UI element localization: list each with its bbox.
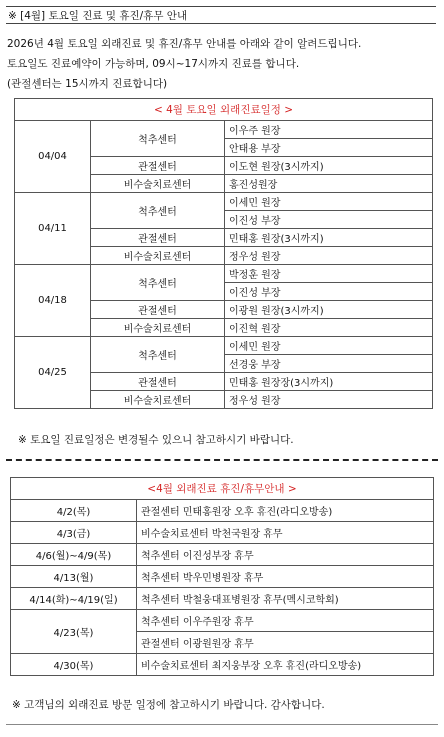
week-date: 04/18	[15, 265, 91, 337]
doctor-name: 이세민 원장	[225, 193, 433, 211]
center-name: 비수술치료센터	[91, 391, 225, 409]
doctor-name: 이광원 원장(3시까지)	[225, 301, 433, 319]
schedule-row	[15, 193, 433, 211]
closure-detail: 관절센터 이광원원장 휴무	[137, 632, 434, 654]
closure-detail: 관절센터 민태홍원장 오후 휴진(라디오방송)	[137, 500, 434, 522]
doctor-name: 이진성 부장	[225, 283, 433, 301]
doctor-name: 선경웅 부장	[225, 355, 433, 373]
closure-row	[11, 588, 434, 610]
closure-date: 4/23(목)	[11, 610, 137, 654]
closure-row	[11, 500, 434, 522]
closure-date: 4/30(목)	[11, 654, 137, 676]
schedule-row	[15, 337, 433, 355]
doctor-name: 이진성 부장	[225, 211, 433, 229]
closure-date: 4/6(월)~4/9(목)	[11, 544, 137, 566]
doctor-name: 홍진성원장	[225, 175, 433, 193]
closure-row	[11, 654, 434, 676]
center-name: 척추센터	[91, 337, 225, 373]
closure-date: 4/13(월)	[11, 566, 137, 588]
week-date: 04/11	[15, 193, 91, 265]
center-name: 척추센터	[91, 193, 225, 229]
doctor-name: 정우성 원장	[225, 247, 433, 265]
closure-row	[11, 610, 434, 632]
doctor-name: 민태홍 원장장(3시까지)	[225, 373, 433, 391]
closure-table	[10, 477, 434, 676]
closure-detail: 비수술치료센터 최지웅부장 오후 휴진(라디오방송)	[137, 654, 434, 676]
section-divider	[6, 459, 438, 461]
closure-date: 4/3(금)	[11, 522, 137, 544]
closure-detail: 비수술치료센터 박천국원장 휴무	[137, 522, 434, 544]
center-name: 척추센터	[91, 265, 225, 301]
intro-line-1: 2026년 4월 토요일 외래진료 및 휴진/휴무 안내를 아래와 같이 알려드립니다.	[7, 38, 362, 50]
closure-detail: 척추센터 이우주원장 휴무	[137, 610, 434, 632]
doctor-name: 박정훈 원장	[225, 265, 433, 283]
doctor-name: 정우성 원장	[225, 391, 433, 409]
center-name: 비수술치료센터	[91, 319, 225, 337]
week-date: 04/04	[15, 121, 91, 193]
week-date: 04/25	[15, 337, 91, 409]
intro-line-2: 토요일도 진료예약이 가능하며, 09시~17시까지 진료를 합니다.	[7, 58, 300, 70]
schedule-row	[15, 121, 433, 139]
closure-detail: 척추센터 이진성부장 휴무	[137, 544, 434, 566]
doctor-name: 안태용 부장	[225, 139, 433, 157]
center-name: 비수술치료센터	[91, 175, 225, 193]
closure-row	[11, 566, 434, 588]
center-name: 척추센터	[91, 121, 225, 157]
closure-detail: 척추센터 박철웅대표병원장 휴무(멕시코학회)	[137, 588, 434, 610]
center-name: 관절센터	[91, 301, 225, 319]
saturday-schedule-table	[14, 98, 433, 409]
center-name: 관절센터	[91, 157, 225, 175]
doctor-name: 이진혁 원장	[225, 319, 433, 337]
notice-title: ※ [4월] 토요일 진료 및 휴진/휴무 안내	[6, 6, 436, 24]
doctor-name: 민태홍 원장(3시까지)	[225, 229, 433, 247]
closure-detail: 척추센터 박우민병원장 휴무	[137, 566, 434, 588]
center-name: 관절센터	[91, 373, 225, 391]
closure-date: 4/2(목)	[11, 500, 137, 522]
schedule-header: < 4월 토요일 외래진료일정 >	[15, 99, 433, 121]
schedule-change-note: ※ 토요일 진료일정은 변경될수 있으니 참고하시기 바랍니다.	[18, 434, 294, 446]
center-name: 비수술치료센터	[91, 247, 225, 265]
doctor-name: 이세민 원장	[225, 337, 433, 355]
closure-date: 4/14(화)~4/19(일)	[11, 588, 137, 610]
center-name: 관절센터	[91, 229, 225, 247]
bottom-divider	[6, 724, 438, 725]
doctor-name: 이도현 원장(3시까지)	[225, 157, 433, 175]
visit-note: ※ 고객님의 외래진료 방문 일정에 참고하시기 바랍니다. 감사합니다.	[12, 699, 325, 711]
intro-line-3: (관절센터는 15시까지 진료합니다)	[7, 78, 168, 90]
closure-row	[11, 522, 434, 544]
closure-row	[11, 544, 434, 566]
closure-header: <4월 외래진료 휴진/휴무안내 >	[11, 478, 434, 500]
doctor-name: 이우주 원장	[225, 121, 433, 139]
schedule-row	[15, 265, 433, 283]
